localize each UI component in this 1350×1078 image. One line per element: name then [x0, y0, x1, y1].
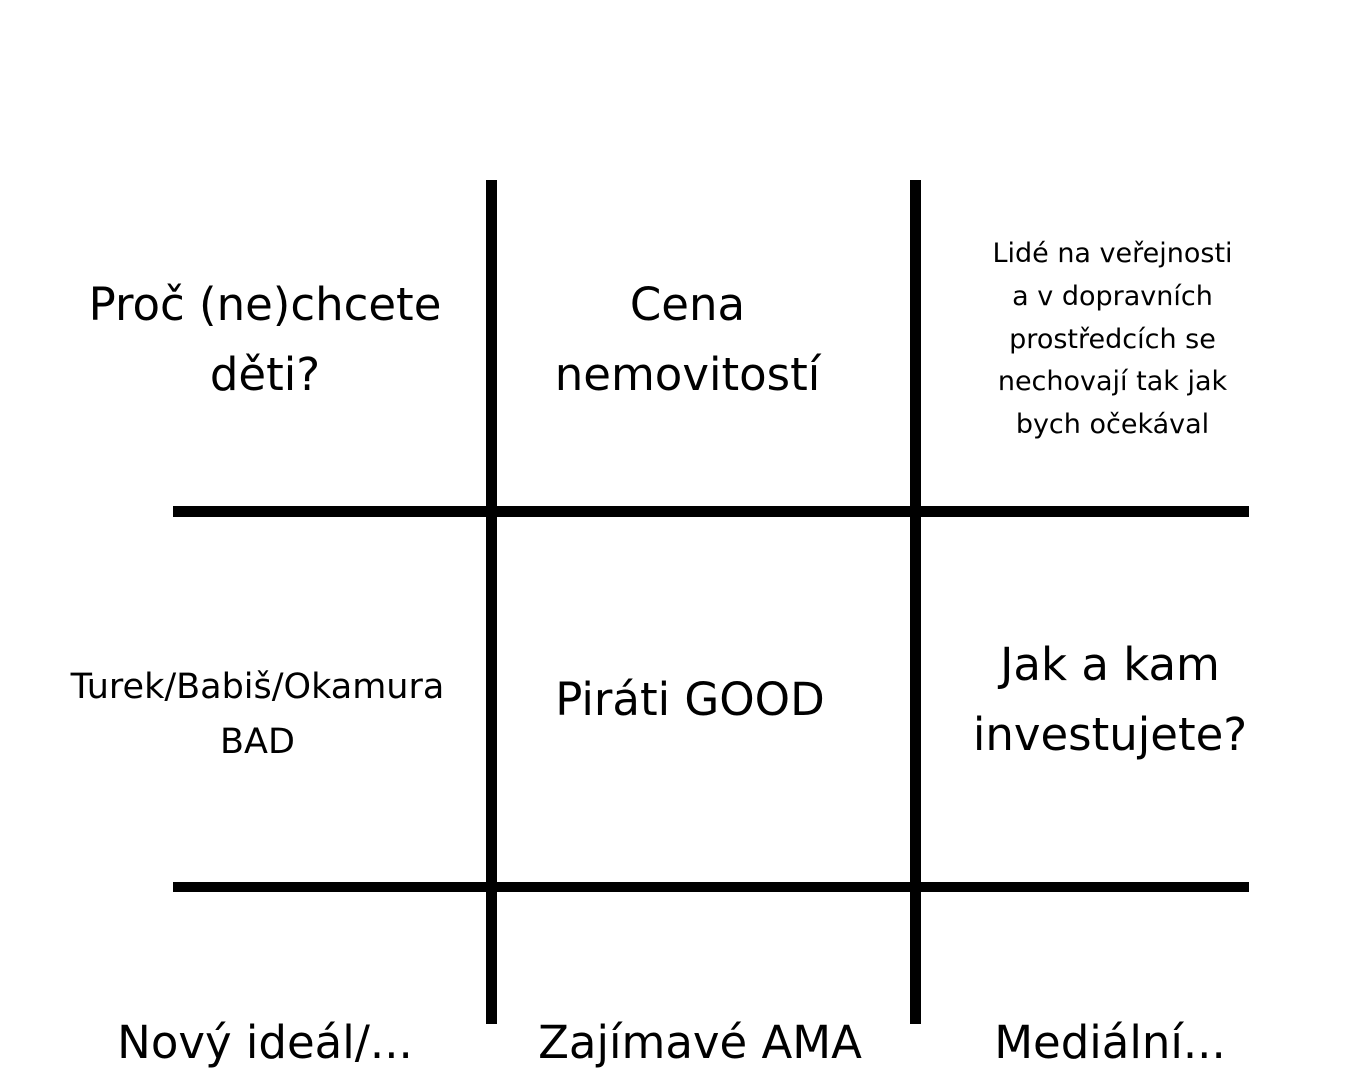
- cell-text: Turek/Babiš/Okamura BAD: [70, 667, 445, 762]
- cell-r1c3: [975, 190, 1250, 490]
- cell-r3c3: [955, 1008, 1265, 1078]
- cell-r3c2: [510, 1008, 890, 1078]
- cell-text: Jak a kam investujete?: [972, 638, 1248, 761]
- cell-text: Proč (ne)chcete děti?: [88, 278, 442, 401]
- cell-text: Nový ideál/...: [117, 1016, 413, 1069]
- cell-r1c1: [60, 260, 470, 420]
- cell-r2c3: [955, 630, 1265, 770]
- cell-text: Piráti GOOD: [555, 673, 825, 726]
- cell-text: Cena nemovitostí: [554, 278, 821, 401]
- grid-line-horizontal-1: [173, 506, 1249, 517]
- grid-line-vertical-1: [486, 180, 497, 1024]
- cell-text: Zajímavé AMA: [538, 1016, 862, 1069]
- cell-r1c2: [510, 260, 865, 420]
- cell-r3c1: [60, 1008, 470, 1078]
- grid-line-vertical-2: [910, 180, 921, 1024]
- cell-r2c1: [30, 660, 485, 770]
- cell-text: Mediální...: [994, 1016, 1226, 1069]
- grid-line-horizontal-2: [173, 882, 1249, 892]
- cell-r2c2: [510, 665, 870, 735]
- cell-text: Lidé na veřejnosti a v dopravních prostředcích se nechovají tak jak bych očekával: [992, 238, 1233, 441]
